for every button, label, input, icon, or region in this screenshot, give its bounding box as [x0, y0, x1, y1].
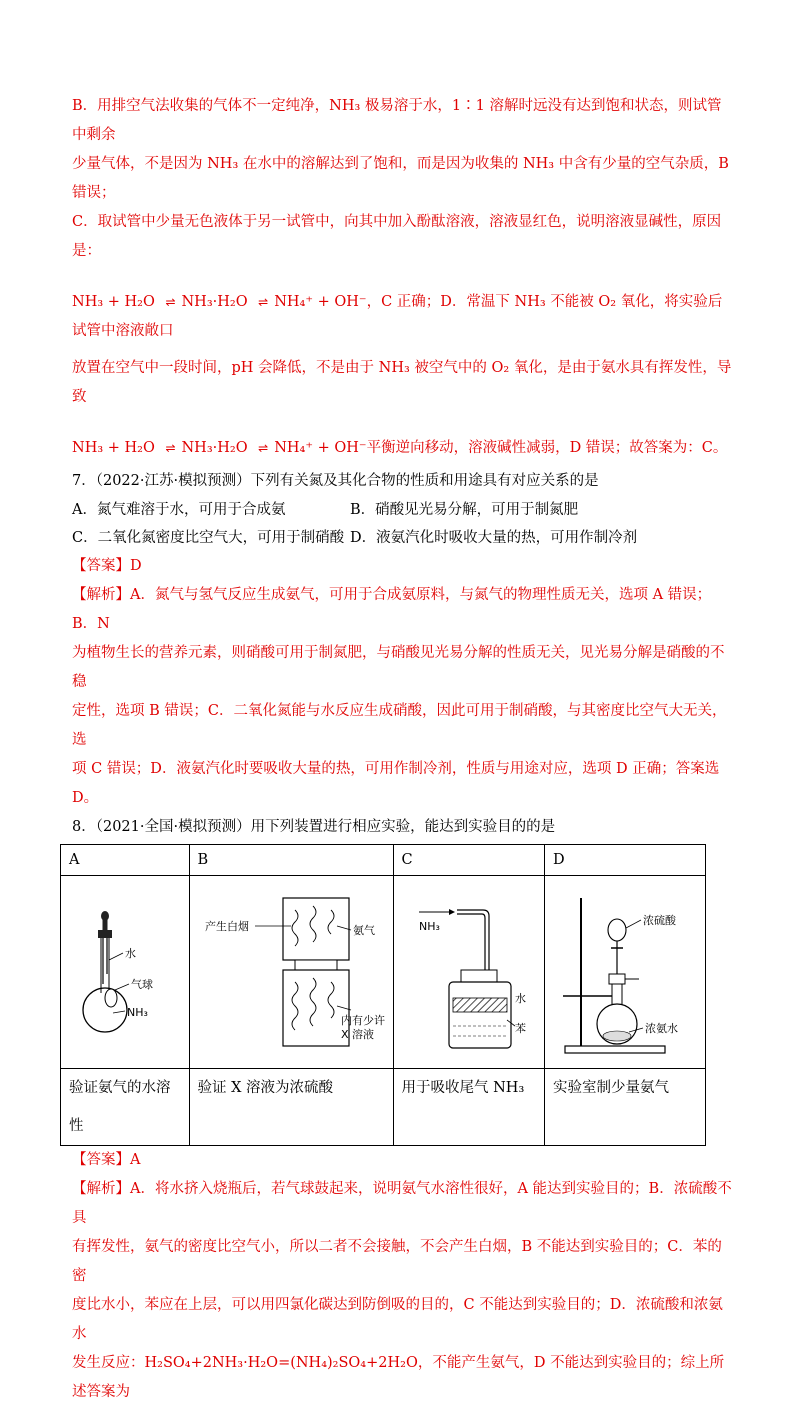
document-page	[69, 92, 732, 1407]
q7-analysis-line: 【解析】A．氮气与氢气反应生成氨气，可用于合成氨原料，与氮气的物理性质无关，选项 A 错误；B．N	[72, 587, 712, 632]
q8-analysis-line: 有挥发性，氨气的密度比空气小，所以二者不会接触，不会产生白烟，B 不能达到实验目的；C．苯的密	[72, 1239, 722, 1284]
eq-plus-oh: + OH⁻	[313, 440, 367, 456]
gas-jars-figure	[191, 878, 391, 1063]
q8-analysis-line: 度比水小，苯应在上层，可以用四氯化碳达到防倒吸的目的，C 不能达到实验目的；D．浓硫酸和浓氨水	[72, 1297, 723, 1342]
eq-plus-oh: + OH⁻	[313, 294, 367, 310]
q6-c-conclusion: ，C 正确；D．常温下 NH₃ 不能被 O₂ 氧化，将实验后试管中溶液敞口	[72, 294, 723, 339]
eq-nh3h2o: NH₃·H₂O	[181, 440, 253, 456]
q7-answer: 【答案】D	[72, 558, 142, 574]
equilibrium-arrow-icon: ⇌	[258, 441, 269, 455]
apparatus-c	[393, 876, 545, 1069]
label-balloon: 气球	[130, 977, 153, 991]
label-nh3: NH₃	[126, 1005, 148, 1019]
q6-d-line: 放置在空气中一段时间，pH 会降低，不是由于 NH₃ 被空气中的 O₂ 氧化，是由于氨水具有挥发性，导致	[72, 360, 732, 405]
label-x-solution-1: 内有少许	[341, 1013, 385, 1027]
eq-nh3: NH₃	[72, 440, 104, 456]
col-header-c: C	[393, 845, 545, 876]
q6-b-line1: B．用排空气法收集的气体不一定纯净，NH₃ 极易溶于水，1∶1 溶解时远没有达到饱和状态，则试管中剩余	[72, 98, 722, 143]
q6-equation-line2	[72, 434, 732, 463]
caption-a: 验证氨气的水溶性	[61, 1069, 190, 1146]
q6-d-conclusion: 平衡逆向移动，溶液碱性减弱，D 错误；故答案为：C。	[366, 440, 728, 456]
q7-stem: 7．（2022·江苏·模拟预测）下列有关氮及其化合物的性质和用途具有对应关系的是	[72, 473, 599, 489]
q7-analysis-line: 项 C 错误；D．液氨汽化时要吸收大量的热，可用作制冷剂，性质与用途对应，选项 D 正确；答案选 D。	[72, 761, 720, 806]
eq-nh4: NH₄⁺	[274, 294, 314, 310]
eq-nh4: NH₄⁺	[274, 440, 314, 456]
ammonia-generation-figure	[545, 878, 705, 1063]
apparatus-b	[189, 876, 393, 1069]
label-ammonia: 氨气	[353, 923, 375, 937]
label-conc-acid: 浓硫酸	[643, 913, 676, 927]
caption-c: 用于吸收尾气 NH₃	[393, 1069, 545, 1146]
caption-b: 验证 X 溶液为浓硫酸	[189, 1069, 393, 1146]
apparatus-a	[61, 876, 190, 1069]
equilibrium-arrow-icon: ⇌	[165, 441, 176, 455]
q7-option-b: B．硝酸见光易分解，可用于制氮肥	[350, 502, 579, 518]
apparatus-d	[545, 876, 706, 1069]
label-water: 水	[124, 946, 136, 960]
q8-stem: 8．（2021·全国·模拟预测）用下列装置进行相应实验，能达到实验目的的是	[72, 819, 556, 835]
q8-analysis-line: 发生反应：H₂SO₄+2NH₃·H₂O=(NH₄)₂SO₄+2H₂O，不能产生氨气，D 不能达到实验目的；综上所述答案为	[72, 1355, 725, 1400]
q6-c-line1: C．取试管中少量无色液体于另一试管中，向其中加入酚酞溶液，溶液显红色，说明溶液显碱性，原因是：	[72, 214, 722, 259]
q8-analysis-line: 【解析】A．将水挤入烧瓶后，若气球鼓起来，说明氨气水溶性很好，A 能达到实验目的；B．浓硫酸不具	[72, 1181, 732, 1226]
label-benzene: 苯	[514, 1021, 526, 1035]
q6-b-line2: 少量气体，不是因为 NH₃ 在水中的溶解达到了饱和，而是因为收集的 NH₃ 中含有少量的空气杂质，B 错误；	[72, 156, 729, 201]
q6-equation-line1	[72, 288, 732, 346]
q7-analysis-line: 为植物生长的营养元素，则硝酸可用于制氮肥，与硝酸见光易分解的性质无关，见光易分解是硝酸的不稳	[72, 645, 725, 690]
label-x-solution-2: X 溶液	[341, 1027, 375, 1041]
eq-nh3h2o: NH₃·H₂O	[181, 294, 253, 310]
caption-d: 实验室制少量氨气	[545, 1069, 706, 1146]
q7-option-c: C．二氧化氮密度比空气大，可用于制硝酸	[72, 530, 345, 546]
label-water-c: 水	[514, 991, 526, 1005]
equilibrium-arrow-icon: ⇌	[165, 295, 176, 309]
q8-apparatus-table	[60, 844, 706, 1146]
q7-option-a: A．氮气难溶于水，可用于合成氨	[72, 502, 286, 518]
absorption-bottle-figure	[399, 878, 539, 1063]
label-white-smoke: 产生白烟	[205, 919, 249, 933]
col-header-b: B	[189, 845, 393, 876]
col-header-a: A	[61, 845, 190, 876]
q7-options	[72, 496, 732, 552]
eq-plus-h2o: + H₂O	[103, 440, 160, 456]
fountain-flask-figure	[65, 878, 185, 1063]
q7-option-d: D．液氨汽化时吸收大量的热，可用作制冷剂	[350, 530, 638, 546]
col-header-d: D	[545, 845, 706, 876]
equilibrium-arrow-icon: ⇌	[258, 295, 269, 309]
eq-nh3: NH₃	[72, 294, 104, 310]
q8-answer: 【答案】A	[72, 1152, 141, 1168]
eq-plus-h2o: + H₂O	[103, 294, 160, 310]
label-nh3-inlet: NH₃	[418, 919, 440, 933]
q7-analysis-line: 定性，选项 B 错误；C．二氧化氮能与水反应生成硝酸，因此可用于制硝酸，与其密度比空气大无关，选	[72, 703, 727, 748]
label-conc-ammonia: 浓氨水	[645, 1021, 678, 1035]
